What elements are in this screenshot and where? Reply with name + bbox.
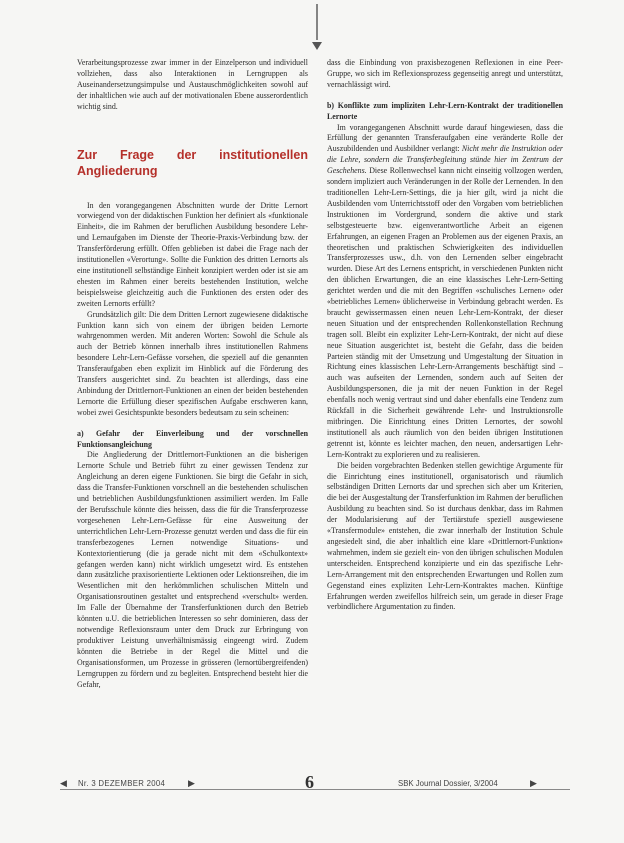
right-paragraph-1-lead: Im vorangegangenen Abschnitt wurde darauf hingewiesen, dass die Erfüllung der genannten Transferaufgaben eine veränderte Rolle der Auszubildenden und Ausbildner verlangt: [327, 122, 563, 154]
left-column [77, 58, 308, 690]
right-paragraph-2: Die beiden vorgebrachten Bedenken stellen gewichtige Argumente für die Einrichtung eines institutionell, organisatorisch und räumlich selbständigen Dritten Lernorts dar und sprechen sich aber um Kriterien, die bei der Ausgestaltung der Transferfunktion im Rahmen der beruflichen Ausbildung zu beachten sind. So ist durchaus denkbar, dass im Rahmen der Modularisierung auf der Tertiärstufe speziell ausgewiesene «Transfermodule» entstehen, die zwar innerhalb der Institution Schule angesiedelt sind, die aber inhaltlich eine klare «Drittlernort-Funktion» wahrnehmen, indem sie gezielt ein- von den übrigen schulischen Modulen unterscheiden. Entsprechend konzipierte und ein das spezifische Lehr-Lern-Arrangement mit den entsprechenden Erwartungen und Rollen zum Gegenstand eines expliziten Lehr-Lern-Kontraktes machen. Künftige Erfahrungen werden zweifellos hilfreich sein, um gerade in dieser Frage verbindlichere Argumentation zu finden. [327, 460, 563, 612]
left-paragraph-2: Grundsätzlich gilt: Die dem Dritten Lernort zugewiesene didaktische Funktion kann sich von einem der übrigen beiden Lernorte wahrgenommen werden. Mit anderen Worten: Sowohl die Schule als auch der Betrieb können innerhalb ihres institutionellen Rahmens besondere Lehr-Lern-Gefässe vorsehen, die speziell auf die genannten Transferaufgaben eben explizit im Hinblick auf die Förderung des Transfers ausgerichtet sind. Zu beachten ist allerdings, dass eine Anbindung der Drittlernort-Funktionen an einen der beiden bestehenden Lernorte die Erfüllung dieser spezifischen Aufgabe erschweren kann, wobei zwei Gesichtspunkte besonders bedeutsam zu sein scheinen: [77, 309, 308, 417]
right-top-paragraph: dass die Einbindung von praxisbezogenen Reflexionen in eine Peer-Gruppe, wo sich im Reflexionsprozess gegenseitig anregt und unterstützt, vernachlässigt wird. [327, 58, 563, 89]
left-paragraph-3: Die Angliederung der Drittlernort-Funktionen an die bisherigen Lernorte Schule und Betrieb führt zu einer gewissen Tendenz zur Angleichung an deren eigene Funktionen. Sie birgt die Gefahr in sich, dass die Transfer-Funktionen vorschnell an die bestehenden schulischen und betrieblichen Ausbildungsfunktionen assimiliert werden. Im Falle der Berufsschule könnte dies heissen, dass die für die Transferprozesse vorgesehenen Lehr-Lern-Gefässe für eine Ausweitung der unterrichtlichen Lehr-Lern-Prozesse genutzt werden und dass die für ein transferbezogenes Lernen notwendige Situations- und Kontextorientierung (die ja gerade nicht mit dem «Schulkontext» gefangen werden kann) nicht wirklich umgesetzt wird. Es entstehen dann zusätzliche praxisorientierte Lektionen oder Lektionsreihen, die im Wesentlichen mit den herkömmlichen schulischen Mitteln und Organisationsroutinen gestaltet und entsprechend «verschult» werden. Im Falle der Übernahme der Transferfunktionen durch den Betrieb könnten u.U. die betrieblichen Interessen so sehr dominieren, dass der notwendige Reflexionsraum unter dem Druck zur Erbringung von produktiver Leistung unverhältnismässig eingeengt wird. Zudem könnten die Betriebe in der Regel die Mittel und die Organisationsformen, um Prozesse in grösseren (lernortübergreifenden) Lerngruppen zu fördern und zu begleiten. Entsprechend besteht hier die Gefahr, [77, 450, 308, 689]
left-intro-paragraph: Verarbeitungsprozesse zwar immer in der Einzelperson und individuell vollziehen, dass also Interaktionen in Lerngruppen als Auseinandersetzungsimpulse und Austauschmöglichkeiten sowohl auf der inhaltlichen wie auch auf der motivationalen Ebene ausserordentlich wichtig sind. [77, 58, 308, 111]
footer-rule [60, 789, 570, 790]
journal-label: SBK Journal Dossier, 3/2004 [398, 779, 498, 788]
next-page-arrow-icon[interactable]: ▶ [530, 778, 537, 788]
section-title: Zur Frage der institutionellen Angliederung [77, 147, 308, 178]
left-paragraph-1: In den vorangegangenen Abschnitten wurde der Dritte Lernort vorwiegend von der didaktischen Funktion her definiert als «funktionale Einheit», die im Rahmen der beruflichen Ausbildung besondere Lehr- und Lernaufgaben im Dienste der Theorie-Praxis-Verbindung bzw. der Transferförderung erfüllt. Offen geblieben ist dabei die Frage nach der institutionellen «Verortung». Sollte die Funktion des dritten Lernorts als eine institutionell selbständige Einheit konzipiert werden oder ist sie am ehesten im Rahmen einer bereits bestehenden Institution, welche beispielsweise gleichzeitig auch die Funktionen des ersten oder des zweiten Lernorts erfüllt? [77, 200, 308, 308]
subheading-a: a) Gefahr der Einverleibung und der vorschnellen Funktionsangleichung [77, 428, 308, 449]
page-number: 6 [305, 772, 314, 792]
subheading-b: b) Konflikte zum impliziten Lehr-Lern-Kontrakt der traditionellen Lernorte [327, 100, 563, 121]
right-paragraph-1-rest: Diese Rollenwechsel kann nicht einseitig vollzogen werden, sondern impliziert auch Veränderungen in der Rolle der Lernenden. In den traditionellen Lehr-Lern-Settings, die ja hier gilt, wird ja nicht die Ausbildenden vom Unterrichtsstoff oder den Vorgaben vom betrieblichen Instruktionen im Vordergrund, sondern die aktive und stark selbstgesteuerte bzw. eigenverantwortliche Arbeit an eigenen Erfahrungen, an eigenen Fragen an Problemen aus der eigenen Praxis, an theoretischen und praktischen Schwierigkeiten des individuellen Transferprozesses usw., d.h. von den Lernenden selber eingebracht wurden. Diese Art des Lernens entspricht, in verschiedenen Punkten nicht den üblichen Erwartungen, die an eine klassisches Lehr-Lern-Setting gerichtet werden und die mit den Begriffen «schulisches Lernen» oder «betriebliches Lernen» üblicherweise in Verbindung gebracht werden. Es braucht gewissermassen einen neuen Lehr-Lern-Kontrakt, der dieser neuen Situation und der entsprechenden Rollenkonstellation Rechnung tragen soll. Bleibt ein expliziter Lehr-Lern-Kontrakt, der nicht auf diese neue Situation ausgerichtet ist, besteht die Gefahr, dass die beiden Parteien ständig mit der Umsetzung und Umgestaltung der Situation in Richtung eines klassischen Lehr-Lern-Arrangements beschäftigt sind – auch was aufseiten der Lernenden, sondern auch auf Seiten der Ausbildungspersonen, die ja mit der neuen Funktion in der Regel ebenfalls noch wenig vertraut sind und daher ebenfalls eine Tendenz zum Rückfall in die Sicherheit gewährende Lehr- und Instruktionsrolle mitbringen. Die Einrichtung eines Dritten Lernortes, der sowohl institutionell als auch räumlich von den beiden übrigen Institutionen getrennt ist, könnte es leichter machen, den neuen, andersartigen Lehr-Lern-Kontrakt zu explorieren und zu realisieren. [327, 166, 563, 459]
previous-page-arrow-icon[interactable]: ◀ [60, 778, 67, 788]
emphasized-statement: Nicht mehr die Instruktion oder die Lehre, sondern die Transferbegleitung stünde hier im Zentrum der Geschehens. [327, 144, 563, 176]
issue-label: Nr. 3 DEZEMBER 2004 [78, 779, 166, 788]
page-footer [60, 772, 570, 793]
next-page-arrow-icon[interactable]: ▶ [188, 778, 195, 788]
right-paragraph-1 [327, 123, 563, 461]
right-column [327, 58, 563, 613]
down-arrow-icon [310, 4, 324, 52]
